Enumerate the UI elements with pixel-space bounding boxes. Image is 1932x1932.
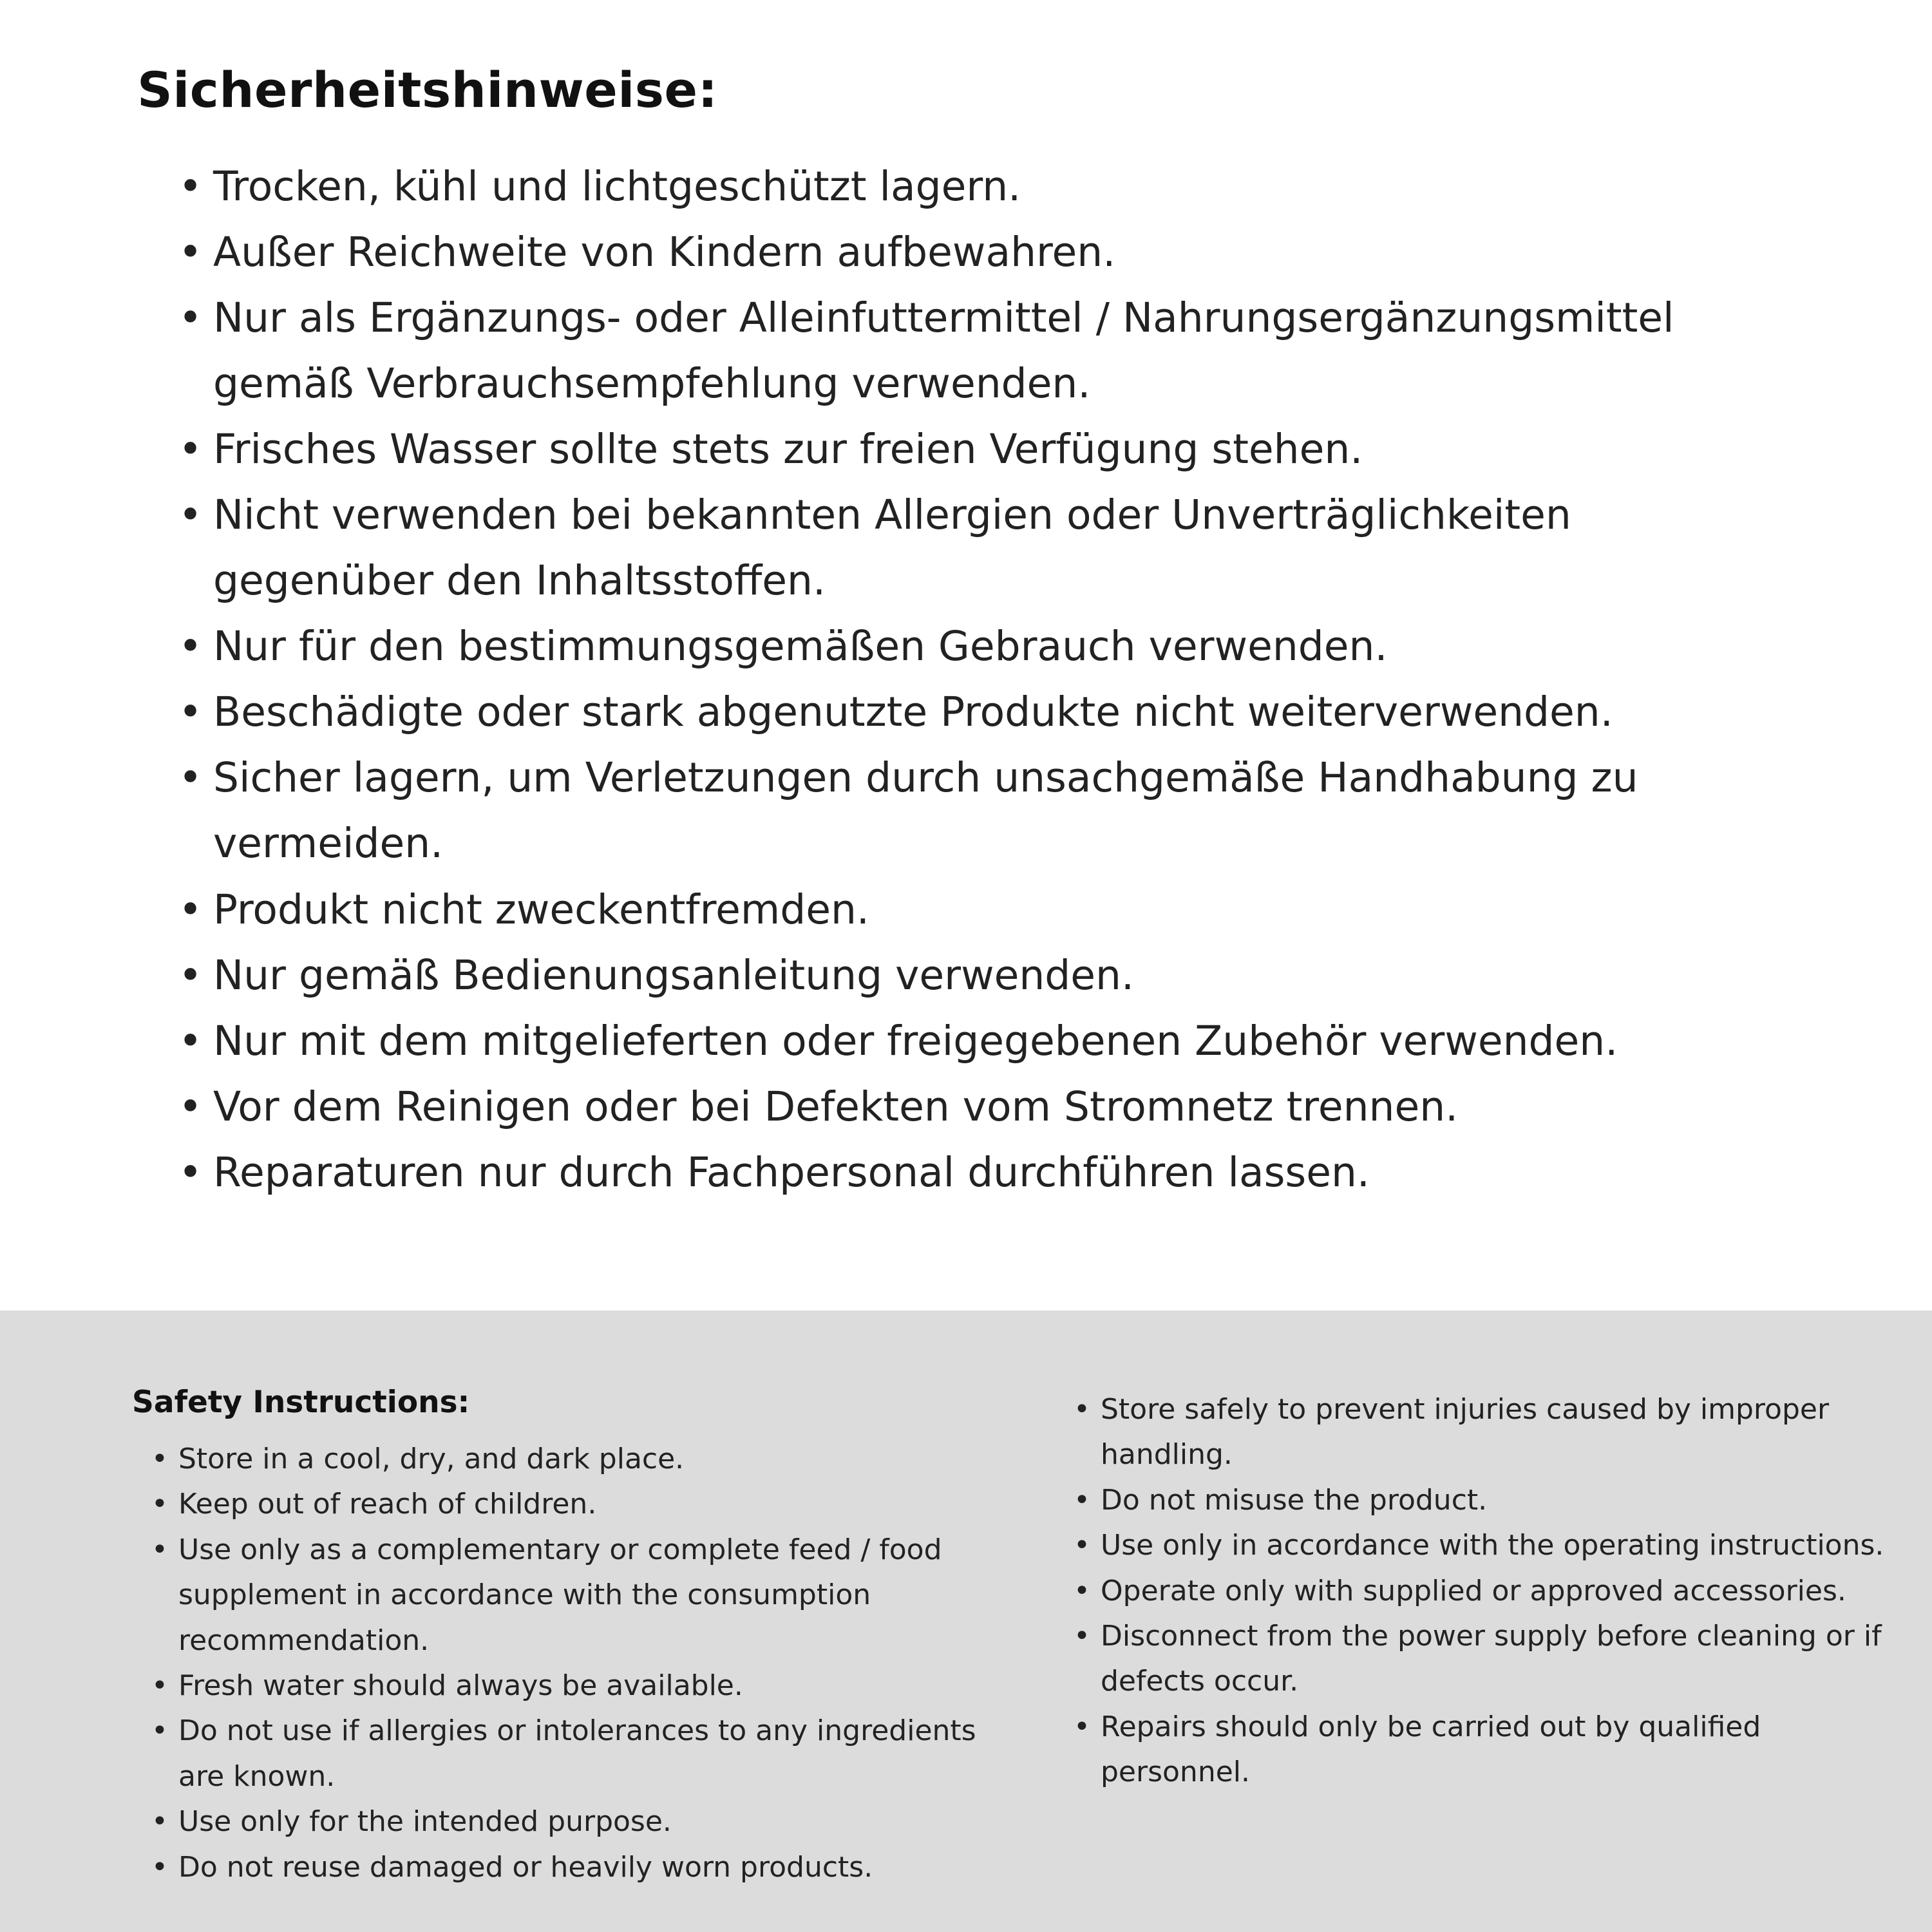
list-item: • Do not reuse damaged or heavily worn products. (150, 1845, 989, 1890)
english-right-column (1072, 1385, 1890, 1932)
list-item: • Use only in accordance with the operating instructions. (1072, 1523, 1890, 1568)
list-item: • Sicher lagern, um Verletzungen durch unsachgemäße Handhabung zu vermeiden. (176, 745, 1799, 876)
list-item: • Keep out of reach of children. (150, 1482, 989, 1527)
german-section-heading: Sicherheitshinweise: (137, 61, 718, 118)
list-item: • Use only as a complementary or complete feed / food supplement in accordance with the consumption recommendation. (150, 1528, 989, 1663)
list-item: • Frisches Wasser sollte stets zur freien Verfügung stehen. (176, 417, 1799, 482)
english-left-column (132, 1385, 989, 1932)
list-item: • Trocken, kühl und lichtgeschützt lagern. (176, 154, 1799, 220)
list-item: • Nicht verwenden bei bekannten Allergien oder Unverträglichkeiten gegenüber den Inhaltsstoffen. (176, 482, 1799, 614)
english-safety-section (0, 1311, 1932, 1932)
english-safety-list-left (150, 1437, 989, 1890)
list-item: • Produkt nicht zweckentfremden. (176, 877, 1799, 943)
list-item: • Use only for the intended purpose. (150, 1799, 989, 1844)
list-item: • Store in a cool, dry, and dark place. (150, 1437, 989, 1482)
list-item: • Fresh water should always be available. (150, 1663, 989, 1709)
list-item: • Vor dem Reinigen oder bei Defekten vom Stromnetz trennen. (176, 1074, 1799, 1140)
list-item: • Reparaturen nur durch Fachpersonal durchführen lassen. (176, 1140, 1799, 1206)
list-item: • Repairs should only be carried out by qualified personnel. (1072, 1705, 1890, 1795)
list-item: • Nur für den bestimmungsgemäßen Gebrauch verwenden. (176, 614, 1799, 679)
list-item: • Disconnect from the power supply before cleaning or if defects occur. (1072, 1614, 1890, 1705)
list-item: • Beschädigte oder stark abgenutzte Produkte nicht weiterverwenden. (176, 679, 1799, 745)
list-item: • Außer Reichweite von Kindern aufbewahren. (176, 220, 1799, 285)
german-safety-list (176, 154, 1799, 1206)
english-safety-list-right (1072, 1387, 1890, 1795)
list-item: • Do not misuse the product. (1072, 1478, 1890, 1523)
list-item: • Nur gemäß Bedienungsanleitung verwenden. (176, 943, 1799, 1009)
list-item: • Nur mit dem mitgelieferten oder freigegebenen Zubehör verwenden. (176, 1009, 1799, 1074)
list-item: • Do not use if allergies or intolerances to any ingredients are known. (150, 1709, 989, 1799)
list-item: • Store safely to prevent injuries caused by improper handling. (1072, 1387, 1890, 1478)
list-item: • Operate only with supplied or approved accessories. (1072, 1569, 1890, 1614)
list-item: • Nur als Ergänzungs- oder Alleinfuttermittel / Nahrungsergänzungsmittel gemäß Verbrauchsempfehlung verwenden. (176, 285, 1799, 417)
english-section-heading: Safety Instructions: (132, 1385, 470, 1420)
